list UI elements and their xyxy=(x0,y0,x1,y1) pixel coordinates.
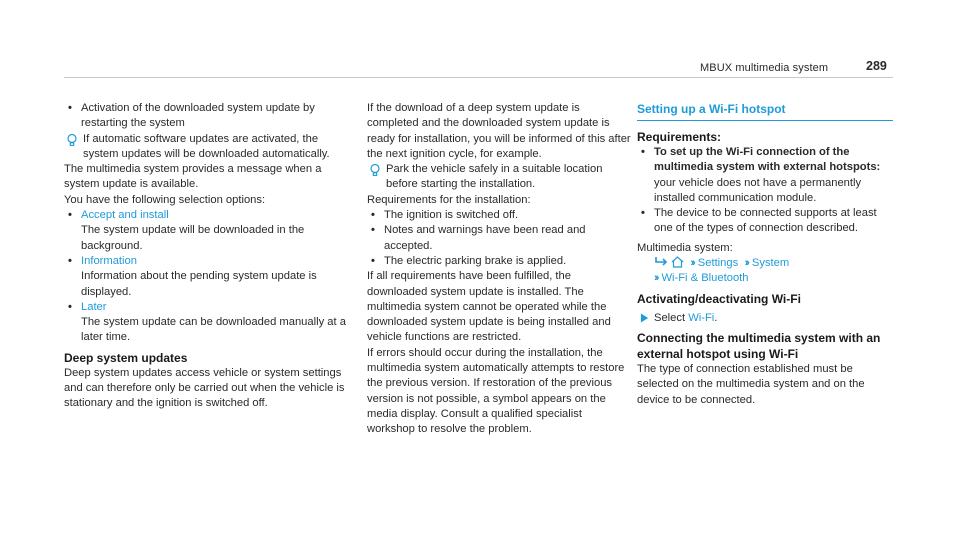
home-icon xyxy=(671,256,684,268)
note-text: Park the vehicle safely in a suitable location before starting the installation. xyxy=(386,163,603,191)
option-information-label: Information xyxy=(81,254,137,267)
note-text: If automatic software updates are activated, the system updates will be downloaded automatically. xyxy=(83,132,330,160)
path-wifi-bluetooth: Wi-Fi & Bluetooth xyxy=(661,272,749,285)
requirement-text: your vehicle does not have a permanently installed communication module. xyxy=(654,176,862,204)
option-later-desc: The system update can be downloaded manually at a later time. xyxy=(81,316,346,344)
option-accept-desc: The system update will be downloaded in the background. xyxy=(81,224,305,252)
heading-connecting-hotspot: Connecting the multimedia system with an external hotspot using Wi-Fi xyxy=(637,330,881,361)
option-information-desc: Information about the pending system update is displayed. xyxy=(81,270,317,298)
section-heading: Setting up a Wi-Fi hotspot xyxy=(637,101,893,121)
option-accept-label: Accept and install xyxy=(81,209,169,222)
path-settings: Settings xyxy=(697,257,739,270)
list-item: • To set up the Wi-Fi connection of the multimedia system with external hotspots: your vehicle does not have a permanently installed communication module. xyxy=(641,146,881,204)
list-item-text: Notes and warnings have been read and accepted. xyxy=(384,224,586,252)
menu-path xyxy=(637,256,893,287)
paragraph: The multimedia system provides a message when a system update is available. xyxy=(64,163,322,191)
list-item-text: The device to be connected supports at least one of the types of connection described. xyxy=(654,207,877,235)
heading-requirements: Requirements: xyxy=(637,130,722,144)
path-system: System xyxy=(751,257,790,270)
paragraph: If all requirements have been fulfilled, the downloaded system update is installed. The multimedia system cannot be operated while the downloaded system update is being installed and vehicle functions are restricted. xyxy=(367,270,611,344)
option-later: • Later xyxy=(68,300,107,313)
chevron-right-icon: ›› xyxy=(690,257,694,270)
note xyxy=(64,132,352,163)
action-arrow-icon xyxy=(640,313,649,323)
list-item: • Activation of the downloaded system update by restarting the system xyxy=(68,102,315,130)
info-light-icon xyxy=(65,133,79,147)
page-number: 289 xyxy=(866,59,887,73)
paragraph: If the download of a deep system update is completed and the downloaded system update is ready for installation, you will be informed of this after the next ignition cycle, for example. xyxy=(367,102,631,160)
action-text: Select xyxy=(654,311,686,324)
info-light-icon xyxy=(368,163,382,177)
running-header-title: MBUX multimedia system xyxy=(700,62,829,74)
paragraph: Multimedia system: xyxy=(637,241,733,254)
chevron-right-icon: ›› xyxy=(654,272,658,285)
column-1 xyxy=(64,101,352,412)
heading-activating-wifi: Activating/deactivating Wi-Fi xyxy=(637,291,801,306)
option-accept: • Accept and install xyxy=(68,209,169,222)
chevron-right-icon: ›› xyxy=(744,257,748,270)
requirement-bold-text: To set up the Wi-Fi connection of the multimedia system with external hotspots: xyxy=(654,146,881,174)
list-item: • The electric parking brake is applied. xyxy=(371,254,567,267)
paragraph: Requirements for the installation: xyxy=(367,193,531,206)
paragraph: Deep system updates access vehicle or system settings and can therefore only be carried out when the vehicle is stationary and the ignition is switched off. xyxy=(64,366,345,410)
return-arrow-icon xyxy=(654,256,668,267)
list-item: • The device to be connected supports at least one of the types of connection described. xyxy=(641,207,877,235)
list-item: • The ignition is switched off. xyxy=(371,209,519,222)
list-item-text: The ignition is switched off. xyxy=(384,209,519,222)
period: . xyxy=(714,311,718,324)
action-step xyxy=(637,311,893,326)
column-3 xyxy=(637,101,893,408)
column-2 xyxy=(367,101,632,438)
paragraph: You have the following selection options: xyxy=(64,193,266,206)
list-item: • Notes and warnings have been read and accepted. xyxy=(371,224,586,252)
paragraph: If errors should occur during the installation, the multimedia system automatically attempts to restore the previous version. If restoration of the previous version is not possible, a symbol appears on the media display. Consult a qualified specialist workshop to resolve the problem. xyxy=(367,346,625,436)
note xyxy=(367,162,632,193)
option-information: • Information xyxy=(68,254,137,267)
option-later-label: Later xyxy=(81,300,107,313)
heading-deep-system-updates: Deep system updates xyxy=(64,350,188,365)
list-item-text: The electric parking brake is applied. xyxy=(384,254,567,267)
list-item-text: Activation of the downloaded system update by restarting the system xyxy=(81,102,315,130)
paragraph: The type of connection established must be selected on the multimedia system and on the device to be connected. xyxy=(637,362,865,406)
wifi-link: Wi-Fi xyxy=(688,311,715,324)
header-divider xyxy=(64,77,893,78)
